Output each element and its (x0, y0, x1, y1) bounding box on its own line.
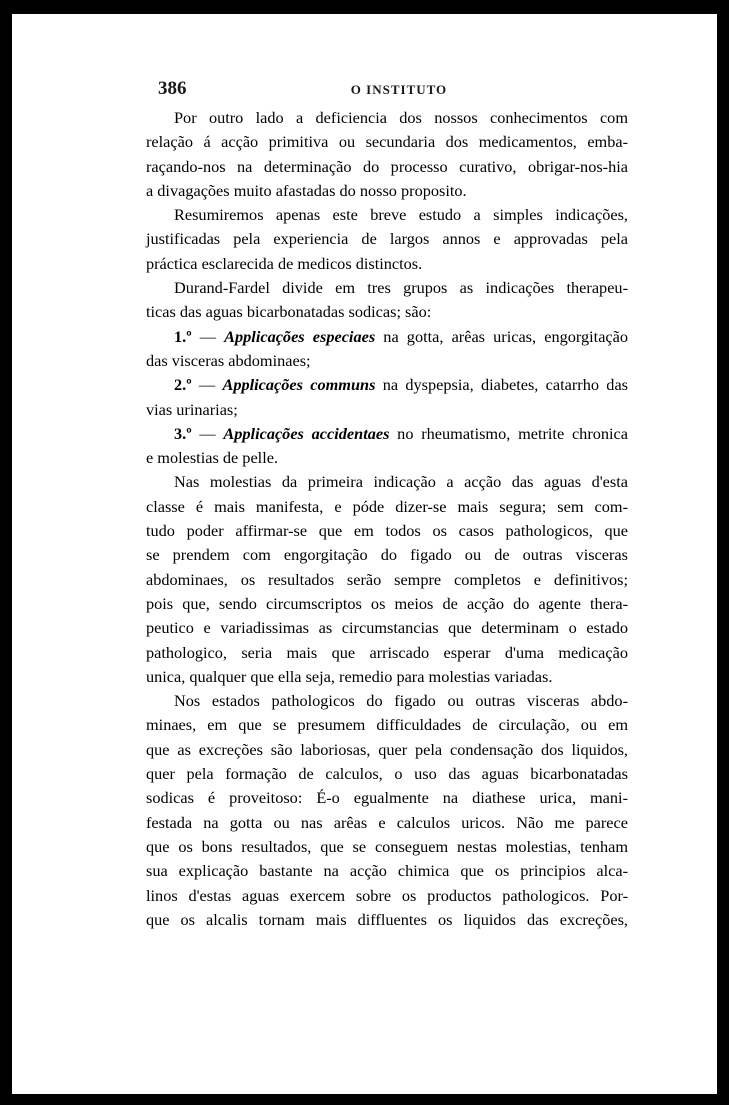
text-line: ticas das aguas bicarbonatadas sodicas; são: (146, 302, 432, 322)
running-title: O INSTITUTO (350, 82, 448, 97)
text-line: festada na gotta ou nas arêas e calculos uricos. Não me parece (146, 812, 628, 832)
page-number: 386 (158, 78, 187, 99)
paragraph (146, 470, 628, 689)
text-line: práctica esclarecida de medicos distinctos. (146, 253, 423, 273)
indication-number: 2.º (174, 375, 192, 395)
text-line: minaes, em que se presumem difficuldades de circulação, ou em (146, 715, 628, 735)
page-header (158, 78, 640, 108)
text-line: pathologico, seria mais que arriscado esperar d'uma medicação (146, 642, 628, 662)
text-line: tudo poder affirmar-se que em todos os casos pathologicos, que (146, 521, 628, 541)
indication-item (146, 422, 628, 471)
text-line: se prendem com engorgitação do figado ou de outras visceras (146, 545, 628, 565)
text-line: peutico e variadissimas as circumstancias que determinam o estado (146, 618, 628, 638)
text-line: que as excreções são laboriosas, quer pela condensação dos liquidos, (146, 739, 628, 759)
body-text (146, 106, 628, 932)
paragraph (146, 106, 628, 203)
text-line: classe é mais manifesta, e póde dizer-se mais segura; sem com- (146, 496, 628, 516)
text-line: abdominaes, os resultados serão sempre completos e definitivos; (146, 569, 628, 589)
indication-text: na gotta, arêas uricas, engorgitação (375, 326, 629, 346)
text-line: raçando-nos na determinação do processo curativo, obrigar-nos-hia (146, 156, 628, 176)
text-line: Nas molestias da primeira indicação a acção das aguas d'esta (174, 472, 628, 492)
indication-number: 3.º (174, 423, 192, 443)
indication-number: 1.º (174, 326, 192, 346)
text-line: das visceras abdominaes; (146, 350, 311, 370)
text-line: e molestias de pelle. (146, 448, 279, 468)
text-line: quer pela formação de calculos, o uso das aguas bicarbonatadas (146, 764, 628, 784)
indication-text: na dyspepsia, diabetes, catarrho das (375, 375, 629, 395)
indication-title: Applicações especiaes (224, 326, 376, 346)
text-line: linos d'estas aguas exercem sobre os productos pathologicos. Por- (146, 885, 628, 905)
text-line: que os alcalis tornam mais diffluentes os liquidos das excreções, (146, 909, 628, 929)
indication-title: Applicações accidentaes (223, 423, 390, 443)
text-line: Nos estados pathologicos do figado ou outras visceras abdo- (174, 691, 628, 711)
text-line: unica, qualquer que ella seja, remedio para molestias variadas. (146, 666, 553, 686)
indication-title: Applicações communs (222, 375, 376, 395)
text-line: a divagações muito afastadas do nosso proposito. (146, 180, 467, 200)
paragraph (146, 203, 628, 276)
text-line: que os bons resultados, que se conseguem nestas molestias, tenham (146, 836, 628, 856)
text-line: relação á acção primitiva ou secundaria dos medicamentos, emba- (146, 132, 628, 152)
paragraph (146, 276, 628, 325)
text-line: Resumiremos apenas este breve estudo a simples indicações, (174, 205, 628, 225)
text-line: sodicas é proveitoso: É-o egualmente na diathese urica, mani- (146, 788, 628, 808)
text-line: Por outro lado a deficiencia dos nossos conhecimentos com (174, 108, 628, 127)
indication-dash: — (191, 423, 224, 443)
text-line: Durand-Fardel divide em tres grupos as indicações therapeu- (174, 278, 628, 298)
paragraph (146, 689, 628, 932)
indication-dash: — (191, 375, 223, 395)
indication-dash: — (191, 326, 225, 346)
indication-item (146, 325, 628, 374)
indication-item (146, 373, 628, 422)
text-line: justificadas pela experiencia de largos annos e approvadas pela (146, 229, 628, 249)
text-line: vias urinarias; (146, 399, 238, 419)
text-line: pois que, sendo circumscriptos os meios de acção do agente thera- (146, 593, 628, 613)
text-line: sua explicação bastante na acção chimica que os principios alca- (146, 861, 628, 881)
indication-text: no rheumatismo, metrite chronica (389, 423, 628, 443)
